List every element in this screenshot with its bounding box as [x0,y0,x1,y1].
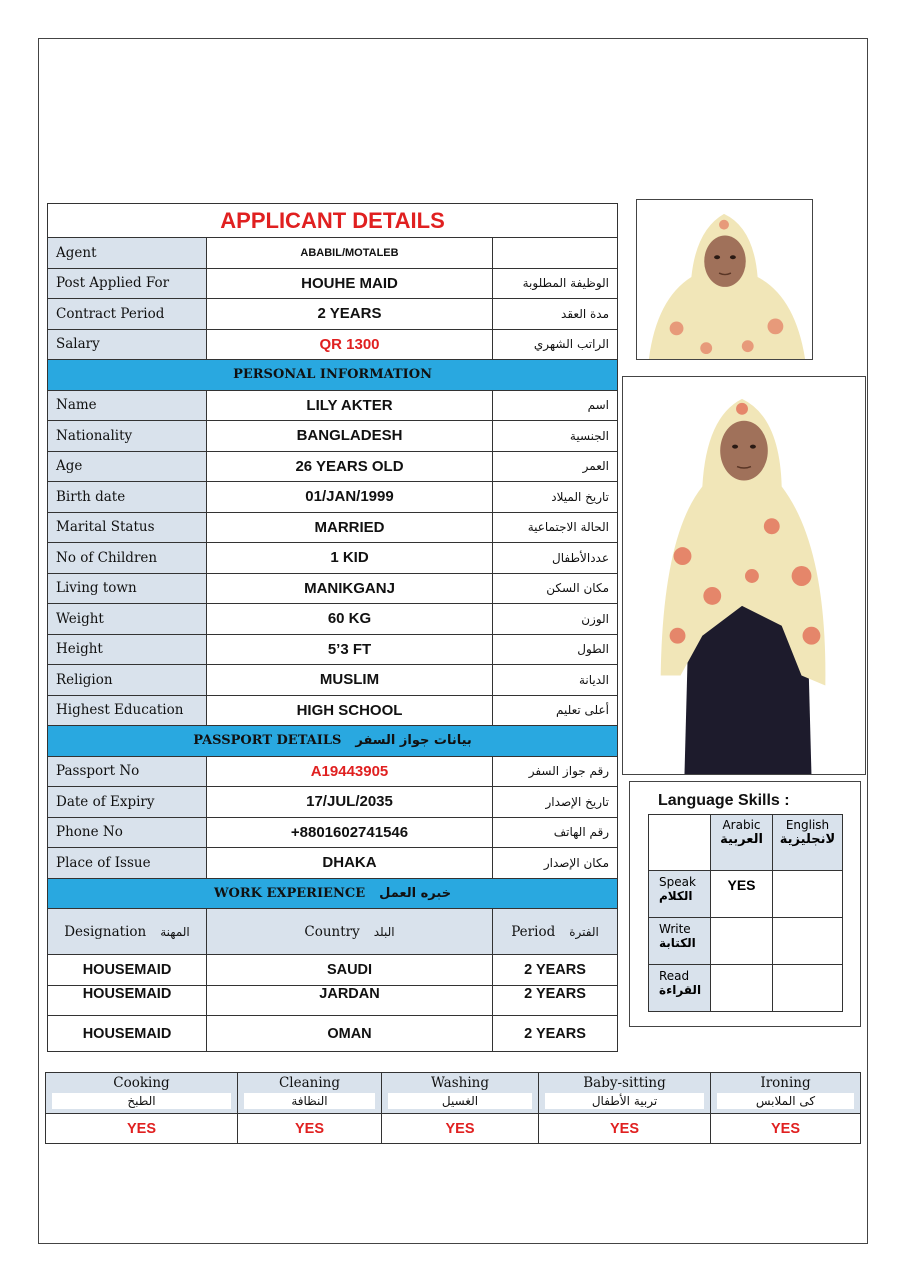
table-row [48,665,618,696]
age-label: Age [48,451,207,482]
period-header-en: Period [511,923,556,940]
table-row [48,268,618,299]
name-label: Name [48,390,207,421]
post-label: Post Applied For [48,268,207,299]
phone-label-ar: رقم الهاتف [493,817,618,848]
table-row [48,543,618,574]
passport-no-label-ar: رقم جواز السفر [493,756,618,787]
salary-label: Salary [48,329,207,360]
speak-english [773,871,843,918]
speak-arabic: YES [711,871,773,918]
work-experience-heading [48,878,618,909]
work-header-row [48,909,618,955]
work-country: SAUDI [207,955,493,986]
table-row [48,817,618,848]
nationality-value: BANGLADESH [207,421,493,452]
table-row [48,451,618,482]
age-label-ar: العمر [493,451,618,482]
table-row [48,634,618,665]
passport-heading-ar: بيانات جواز السفر [355,733,472,749]
country-header [207,909,493,955]
speak-label-ar: الكلام [659,889,693,903]
designation-header-ar: المهنة [160,924,190,939]
religion-value: MUSLIM [207,665,493,696]
place-of-issue-value: DHAKA [207,848,493,879]
read-arabic [711,965,773,1012]
arabic-header [711,815,773,871]
skills-table [45,1072,861,1144]
table-row [48,604,618,635]
work-heading-ar: خبره العمل [379,885,452,901]
skill-cooking-header [46,1073,238,1114]
height-label: Height [48,634,207,665]
period-header [493,909,618,955]
nationality-label: Nationality [48,421,207,452]
arabic-header-en: Arabic [722,818,761,832]
education-label: Highest Education [48,695,207,726]
living-town-value: MANIKGANJ [207,573,493,604]
table-row [48,512,618,543]
name-label-ar: اسم [493,390,618,421]
arabic-header-ar: العربية [720,832,763,847]
weight-value: 60 KG [207,604,493,635]
contract-value: 2 YEARS [207,299,493,330]
birth-date-label: Birth date [48,482,207,513]
post-value: HOUHE MAID [207,268,493,299]
salary-value: QR 1300 [207,329,493,360]
phone-label: Phone No [48,817,207,848]
work-designation: HOUSEMAID [48,985,207,1016]
speak-label-en: Speak [659,875,696,889]
work-country: JARDAN [207,985,493,1016]
salary-label-ar: الراتب الشهري [493,329,618,360]
expiry-label: Date of Expiry [48,787,207,818]
table-row [48,390,618,421]
english-header [773,815,843,871]
height-value: 5’3 FT [207,634,493,665]
skill-babysitting-header [539,1073,711,1114]
skill-name: Cooking [113,1075,170,1091]
read-english [773,965,843,1012]
skill-name-ar: تربية الأطفال [545,1093,704,1109]
english-header-en: English [785,818,830,832]
table-row [48,985,618,1016]
skill-cleaning-header [238,1073,382,1114]
language-corner-cell [649,815,711,871]
write-label [649,918,711,965]
skills-header-row [46,1073,861,1114]
religion-label: Religion [48,665,207,696]
table-row [48,756,618,787]
work-heading-en: WORK EXPERIENCE [213,885,366,901]
language-skills-title: Language Skills : [658,792,790,809]
language-skills-panel [629,781,861,1027]
write-label-ar: الكتابة [659,936,696,950]
table-row [48,1016,618,1052]
designation-header [48,909,207,955]
speak-label [649,871,711,918]
table-row [649,871,843,918]
phone-value: +8801602741546 [207,817,493,848]
agent-value: ABABIL/MOTALEB [207,238,493,269]
weight-label: Weight [48,604,207,635]
skill-babysitting-value: YES [539,1114,711,1144]
table-row [48,573,618,604]
passport-no-value: A19443905 [207,756,493,787]
table-row [48,695,618,726]
skill-name-ar: النظافة [244,1093,375,1109]
table-row [48,787,618,818]
table-row [48,848,618,879]
name-value: LILY AKTER [207,390,493,421]
page-title: APPLICANT DETAILS [48,204,618,238]
skill-name: Cleaning [278,1075,341,1091]
work-period: 2 YEARS [493,1016,618,1052]
birth-date-label-ar: تاريخ الميلاد [493,482,618,513]
table-row [48,421,618,452]
country-header-en: Country [304,923,360,940]
table-row [48,482,618,513]
read-label [649,965,711,1012]
passport-heading [48,726,618,757]
applicant-details-table [47,203,618,1052]
skill-name-ar: الغسيل [388,1093,532,1109]
skill-name-ar: الطبخ [52,1093,231,1109]
write-label-en: Write [659,922,691,936]
write-english [773,918,843,965]
work-country: OMAN [207,1016,493,1052]
skill-cleaning-value: YES [238,1114,382,1144]
post-label-ar: الوظيفة المطلوبة [493,268,618,299]
children-label-ar: عددالأطفال [493,543,618,574]
read-label-en: Read [659,969,690,983]
table-row [48,238,618,269]
personal-info-heading: PERSONAL INFORMATION [48,360,618,391]
religion-label-ar: الديانة [493,665,618,696]
contract-label: Contract Period [48,299,207,330]
table-row [649,918,843,965]
portrait-image [637,200,812,359]
work-period: 2 YEARS [493,985,618,1016]
children-value: 1 KID [207,543,493,574]
table-row [48,299,618,330]
skill-name: Ironing [760,1075,811,1091]
skill-ironing-value: YES [711,1114,861,1144]
expiry-label-ar: تاريخ الإصدار [493,787,618,818]
education-label-ar: أعلى تعليم [493,695,618,726]
table-row [649,965,843,1012]
work-period: 2 YEARS [493,955,618,986]
english-header-ar: لانجليزية [779,832,836,847]
contract-label-ar: مدة العقد [493,299,618,330]
full-body-photo [622,376,866,775]
language-skills-table [648,814,843,1012]
work-designation: HOUSEMAID [48,955,207,986]
living-town-label-ar: مكان السكن [493,573,618,604]
marital-status-label: Marital Status [48,512,207,543]
skill-name: Washing [430,1075,490,1091]
designation-header-en: Designation [64,923,147,940]
skill-ironing-header [711,1073,861,1114]
expiry-value: 17/JUL/2035 [207,787,493,818]
marital-status-value: MARRIED [207,512,493,543]
skill-name-ar: كى الملابس [717,1093,854,1109]
education-value: HIGH SCHOOL [207,695,493,726]
skill-name: Baby-sitting [583,1075,666,1091]
place-of-issue-label: Place of Issue [48,848,207,879]
place-of-issue-label-ar: مكان الإصدار [493,848,618,879]
work-designation: HOUSEMAID [48,1016,207,1052]
passport-heading-en: PASSPORT DETAILS [193,733,342,749]
full-body-image [623,377,865,774]
height-label-ar: الطول [493,634,618,665]
passport-photo [636,199,813,360]
passport-no-label: Passport No [48,756,207,787]
nationality-label-ar: الجنسية [493,421,618,452]
age-value: 26 YEARS OLD [207,451,493,482]
living-town-label: Living town [48,573,207,604]
table-row [48,329,618,360]
skill-washing-header [382,1073,539,1114]
birth-date-value: 01/JAN/1999 [207,482,493,513]
write-arabic [711,918,773,965]
period-header-ar: الفترة [569,924,599,939]
agent-label: Agent [48,238,207,269]
skill-washing-value: YES [382,1114,539,1144]
table-row [48,955,618,986]
language-header-row [649,815,843,871]
weight-label-ar: الوزن [493,604,618,635]
agent-label-ar [493,238,618,269]
marital-status-label-ar: الحالة الاجتماعية [493,512,618,543]
read-label-ar: القراءة [659,983,702,997]
skills-value-row [46,1114,861,1144]
children-label: No of Children [48,543,207,574]
country-header-ar: البلد [373,924,395,939]
skill-cooking-value: YES [46,1114,238,1144]
